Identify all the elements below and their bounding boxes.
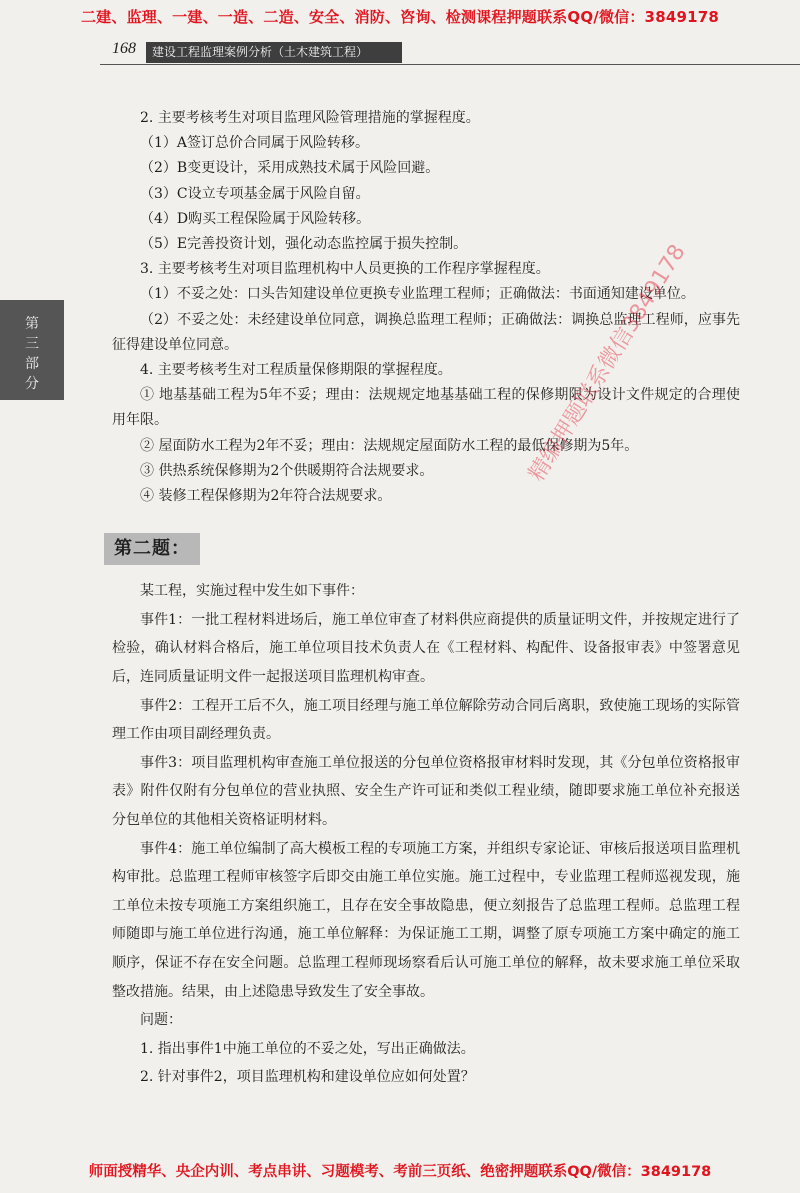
page-number: 168 xyxy=(112,40,136,57)
paragraph: （2）B变更设计，采用成熟技术属于风险回避。 xyxy=(140,160,440,177)
paragraph: （5）E完善投资计划，强化动态监控属于损失控制。 xyxy=(140,236,468,253)
paragraph: 事件1：一批工程材料进场后，施工单位审查了材料供应商提供的质量证明文件，并按规定进行了检验，确认材料合格后，施工单位项目技术负责人在《工程材料、构配件、设备报审表》中签署意见后，连同质量证明文件一起报送项目监理机构审查。 xyxy=(112,611,740,686)
paragraph: ① 地基基础工程为5年不妥；理由：法规规定地基基础工程的保修期限为设计文件规定的合理使用年限。 xyxy=(112,387,740,429)
side-tab-char: 分 xyxy=(25,376,39,392)
paragraph: 某工程，实施过程中发生如下事件： xyxy=(140,583,364,600)
bottom-banner: 师面授精华、央企内训、考点串讲、习题模考、考前三页纸、绝密押题联系QQ/微信：3849178 xyxy=(88,1164,712,1180)
question-item: 1. 指出事件1中施工单位的不妥之处，写出正确做法。 xyxy=(140,1040,475,1057)
watermark: 精编押题联系微信3849178 xyxy=(524,240,691,486)
paragraph: ③ 供热系统保修期为2个供暖期符合法规要求。 xyxy=(140,462,434,479)
paragraph: 事件2：工程开工后不久，施工项目经理与施工单位解除劳动合同后离职，致使施工现场的实际管理工作由项目副经理负责。 xyxy=(112,697,740,743)
side-tab-char: 三 xyxy=(25,336,39,352)
question-item: 2. 针对事件2，项目监理机构和建设单位应如何处置？ xyxy=(140,1069,475,1086)
paragraph: 3. 主要考核考生对项目监理机构中人员更换的工作程序掌握程度。 xyxy=(140,261,550,278)
paragraph: ④ 装修工程保修期为2年符合法规要求。 xyxy=(140,488,392,505)
paragraph: 事件3：项目监理机构审查施工单位报送的分包单位资格报审材料时发现，其《分包单位资格报审表》附件仅附有分包单位的营业执照、安全生产许可证和类似工程业绩，随即要求施工单位补充报送分包单位的其他相关资格证明材料。 xyxy=(112,754,740,828)
paragraph: （1）A签订总价合同属于风险转移。 xyxy=(140,135,370,152)
book-title: 建设工程监理案例分析（土木建筑工程） xyxy=(146,42,402,63)
paragraph: 4. 主要考核考生对工程质量保修期限的掌握程度。 xyxy=(140,362,452,379)
header-rule xyxy=(100,64,800,65)
part-side-tab xyxy=(0,300,64,400)
side-tab-text xyxy=(22,314,42,394)
page-content xyxy=(112,106,740,1092)
side-tab-char: 部 xyxy=(25,356,39,372)
side-tab-char: 第 xyxy=(25,316,39,332)
paragraph: （2）不妥之处：未经建设单位同意，调换总监理工程师；正确做法：调换总监理工程师，应事先征得建设单位同意。 xyxy=(112,311,740,353)
section-title: 第二题： xyxy=(104,533,200,565)
question-label: 问题： xyxy=(140,1012,182,1029)
paragraph: （1）不妥之处：口头告知建设单位更换专业监理工程师；正确做法：书面通知建设单位。 xyxy=(140,286,695,303)
paragraph: ② 屋面防水工程为2年不妥；理由：法规规定屋面防水工程的最低保修期为5年。 xyxy=(140,437,639,454)
paragraph: 2. 主要考核考生对项目监理风险管理措施的掌握程度。 xyxy=(140,110,480,126)
top-banner: 二建、监理、一建、一造、二造、安全、消防、咨询、检测课程押题联系QQ/微信：3849178 xyxy=(80,8,720,26)
case-block xyxy=(112,577,740,1092)
page-header xyxy=(100,40,800,66)
paragraph: 事件4：施工单位编制了高大模板工程的专项施工方案，并组织专家论证、审核后报送项目监理机构审批。总监理工程师审核签字后即交由施工单位实施。施工过程中，专业监理工程师巡视发现，施工单位未按专项施工方案组织施工，且存在安全事故隐患，便立刻报告了总监理工程师。总监理工程师随即与施工单位进行沟通，施工单位解释：为保证施工工期，调整了原专项施工方案中确定的施工顺序，保证不存在安全问题。总监理工程师现场察看后认可施工单位的解释，故未要求施工单位采取整改措施。结果，由上述隐患导致发生了安全事故。 xyxy=(112,840,740,1000)
paragraph: （4）D购买工程保险属于风险转移。 xyxy=(140,210,371,227)
paragraph: （3）C设立专项基金属于风险自留。 xyxy=(140,185,370,202)
